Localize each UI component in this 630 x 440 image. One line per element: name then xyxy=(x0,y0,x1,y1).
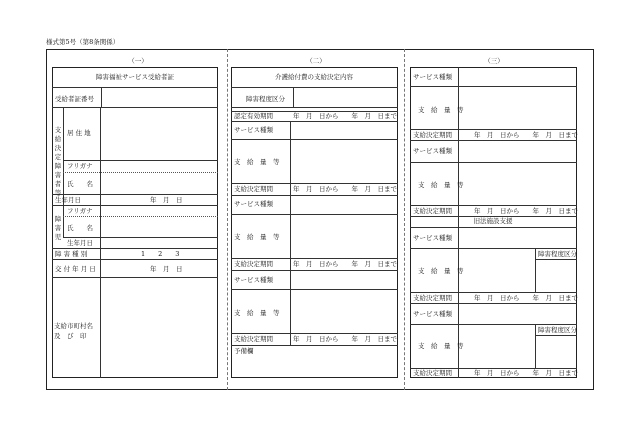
form-title: 様式第5号（第8条関係） xyxy=(46,38,120,46)
p3-amount-3: 支 給 量 等 xyxy=(418,267,464,275)
grade-label: 障害程度区分 xyxy=(246,95,285,103)
furigana-label: フリガナ xyxy=(67,162,93,170)
city-seal-label-2: 及 び 印 xyxy=(54,332,87,340)
p3-amount-1: 支 給 量 等 xyxy=(418,106,464,114)
cert-period-label: 認定有効期間 xyxy=(234,112,273,120)
p3-amount-4: 支 給 量 等 xyxy=(418,342,464,350)
service-type-b: サービス種類 xyxy=(234,200,273,208)
amount-c: 支 給 量 等 xyxy=(234,309,280,317)
panel-1-title: 障害福祉サービス受給者証 xyxy=(96,73,174,81)
decision-period-a: 支給決定期間 xyxy=(234,185,273,193)
p3-decision-period-2: 支給決定期間 xyxy=(413,207,452,215)
p3-decision-period-4: 支給決定期間 xyxy=(413,369,452,377)
p3-grade-3: 障害程度区分 xyxy=(538,250,577,258)
old-facility-header: 旧法施設支援 xyxy=(473,217,513,225)
p3-period-text-4: 年 月 日から 年 月 日まで xyxy=(474,369,578,377)
fold-line-2 xyxy=(404,49,405,390)
service-type-c: サービス種類 xyxy=(234,276,273,284)
p3-amount-2: 支 給 量 等 xyxy=(418,181,464,189)
service-type-a: サービス種類 xyxy=(234,126,273,134)
p3-service-type-2: サービス種類 xyxy=(413,147,452,155)
recipient-no-label: 受給者証番号 xyxy=(55,95,94,103)
p3-service-type-1: サービス種類 xyxy=(413,73,452,81)
disability-type-label: 障 害 種 別 xyxy=(55,250,88,258)
remarks-label: 予備欄 xyxy=(234,347,254,355)
child-vertical: 障害児 xyxy=(54,215,62,241)
p3-period-text-1: 年 月 日から 年 月 日まで xyxy=(474,131,578,139)
p3-service-type-3: サービス種類 xyxy=(413,234,452,242)
birth2-label: 生年月日 xyxy=(67,239,93,247)
cert-period-text: 年 月 日から 年 月 日まで xyxy=(293,112,397,120)
p3-period-text-2: 年 月 日から 年 月 日まで xyxy=(474,207,578,215)
issue-date-label: 交 付 年 月 日 xyxy=(55,265,96,273)
address-label: 居 住 地 xyxy=(67,129,91,137)
disability-type-options: 1 2 3 xyxy=(141,250,180,258)
p3-decision-period-3: 支給決定期間 xyxy=(413,294,452,302)
p3-period-text-3: 年 月 日から 年 月 日まで xyxy=(474,294,578,302)
furigana2-label: フリガナ xyxy=(67,207,93,215)
decision-period-text-a: 年 月 日から 年 月 日まで xyxy=(293,185,397,193)
issue-ymd: 年 月 日 xyxy=(150,265,183,273)
panel-2-title: 介護給付費の支給決定内容 xyxy=(275,73,353,81)
decision-holder-vertical: 支給決定障害者等 xyxy=(54,126,62,197)
city-seal-label-1: 支給市町村名 xyxy=(54,322,93,330)
name2-label: 氏 名 xyxy=(67,224,93,232)
p3-grade-4: 障害程度区分 xyxy=(538,326,577,334)
section-2-label: （二） xyxy=(306,57,326,65)
p3-service-type-4: サービス種類 xyxy=(413,310,452,318)
decision-period-c: 支給決定期間 xyxy=(234,335,273,343)
decision-period-text-c: 年 月 日から 年 月 日まで xyxy=(293,335,397,343)
amount-a: 支 給 量 等 xyxy=(234,158,280,166)
p3-decision-period-1: 支給決定期間 xyxy=(413,131,452,139)
birth-ymd: 年 月 日 xyxy=(150,196,183,204)
decision-period-b: 支給決定期間 xyxy=(234,260,273,268)
section-1-label: （一） xyxy=(128,57,148,65)
fold-line-1 xyxy=(227,49,228,390)
decision-period-text-b: 年 月 日から 年 月 日まで xyxy=(293,260,397,268)
section-3-label: （三） xyxy=(484,57,504,65)
name-label: 氏 名 xyxy=(67,180,93,188)
birth-label: 生年月日 xyxy=(55,196,81,204)
amount-b: 支 給 量 等 xyxy=(234,233,280,241)
